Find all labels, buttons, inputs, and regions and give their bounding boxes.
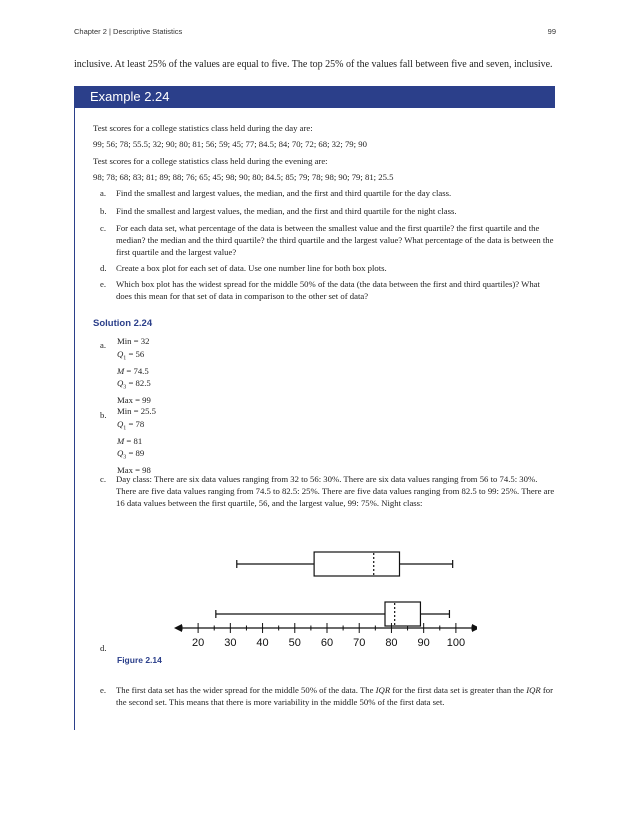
tick-label: 30	[224, 637, 237, 649]
q3-value: $Q_3 = 89$	[117, 448, 145, 461]
night-intro: Test scores for a college statistics class held during the evening are:	[93, 156, 328, 166]
median-value: M = 74.5	[117, 365, 149, 376]
box-plot-figure	[172, 538, 477, 658]
question-label: e.	[100, 279, 107, 289]
example-left-rule	[74, 108, 75, 730]
page-number: 99	[547, 27, 556, 36]
example-title: Example 2.24	[90, 89, 170, 104]
tick-label: 90	[417, 637, 430, 649]
question-label: d.	[100, 263, 107, 273]
question-text: Find the smallest and largest values, the median, and the first and third quartile for the day class.	[116, 188, 452, 198]
question-e	[100, 278, 555, 302]
solution-a-label: a.	[100, 340, 107, 350]
question-text: Create a box plot for each set of data. Use one number line for both box plots.	[116, 263, 387, 273]
tick-label: 20	[191, 637, 205, 649]
min-value: Min = 32	[117, 336, 150, 346]
max-value: Max = 98	[117, 465, 151, 476]
solution-b-label: b.	[100, 410, 107, 420]
min-value: Min = 25.5	[117, 406, 156, 416]
question-label: b.	[100, 206, 107, 216]
day-data: 99; 56; 78; 55.5; 32; 90; 80; 81; 56; 59; 45; 77; 84.5; 84; 70; 72; 68; 32; 79; 90	[93, 139, 367, 149]
solution-a-stats	[117, 335, 151, 407]
question-label: a.	[100, 188, 107, 198]
question-d	[100, 262, 555, 274]
solution-c-text: Day class: There are six data values ranging from 32 to 56: 30%. There are six data values ranging from 56 to 74.5: 30%. There are five data values ranging from 74.5 to 82.5: 25%. There are five data values ranging from 82.5 to 99: 25%. There are 16 data values between the first quartile, 56, and the largest value, 99: 75%. Night class:	[116, 474, 555, 508]
solution-c	[100, 473, 555, 509]
median-value: M = 81	[117, 435, 143, 446]
tick-label: 50	[288, 637, 301, 649]
solution-e	[100, 684, 555, 708]
solution-d-label: d.	[100, 643, 107, 653]
solution-e-label: e.	[100, 685, 107, 695]
solution-b-stats	[117, 405, 156, 477]
question-text: For each data set, what percentage of the data is between the smallest value and the first quartile? the first quartile and the median? the median and the third quartile? the third quartile and the largest value? What percentage of the data is between the first quartile and the largest value?	[116, 223, 554, 257]
example-banner	[74, 86, 555, 108]
max-value: Max = 99	[117, 395, 151, 406]
running-header-chapter: Chapter 2 | Descriptive Statistics	[74, 27, 183, 36]
tick-label: 70	[353, 637, 366, 649]
solution-c-label: c.	[100, 474, 107, 484]
question-text: Find the smallest and largest values, the median, and the first and third quartile for the night class.	[116, 206, 457, 216]
iqr-box	[314, 552, 399, 576]
tick-label: 100	[446, 637, 466, 649]
question-text: Which box plot has the widest spread for the middle 50% of the data (the data between the first and third quartiles)? What does this mean for that set of data in comparison to the other set of data?	[116, 279, 540, 301]
intro-paragraph: inclusive. At least 25% of the values are equal to five. The top 25% of the values fall between five and seven, inclusive.	[74, 59, 553, 70]
day-intro: Test scores for a college statistics class held during the day are:	[93, 123, 313, 133]
question-c	[100, 222, 555, 258]
arrow-right	[472, 624, 477, 632]
tick-label: 80	[385, 637, 398, 649]
arrow-left	[174, 624, 182, 632]
tick-label: 60	[320, 637, 334, 649]
question-label: c.	[100, 223, 107, 233]
q3-value: $Q_3 = 82.5$	[117, 378, 151, 391]
question-a	[100, 187, 555, 199]
q1-value: $Q_1 = 56$	[117, 348, 145, 362]
figure-caption: Figure 2.14	[117, 655, 162, 665]
solution-e-text: The first data set has the wider spread for the middle 50% of the data. The IQR for the first data set is greater than the IQR for the second set. This means that there is more variability in the middle 50% of the first data set.	[116, 685, 553, 707]
q1-value: $Q_1 = 78$	[117, 418, 145, 432]
iqr-box	[385, 602, 420, 626]
tick-label: 40	[256, 637, 269, 649]
question-b	[100, 205, 555, 217]
night-data: 98; 78; 68; 83; 81; 89; 88; 76; 65; 45; 98; 90; 80; 84.5; 85; 79; 78; 98; 90; 79; 81; 25.5	[93, 172, 394, 182]
solution-title: Solution 2.24	[93, 318, 153, 329]
